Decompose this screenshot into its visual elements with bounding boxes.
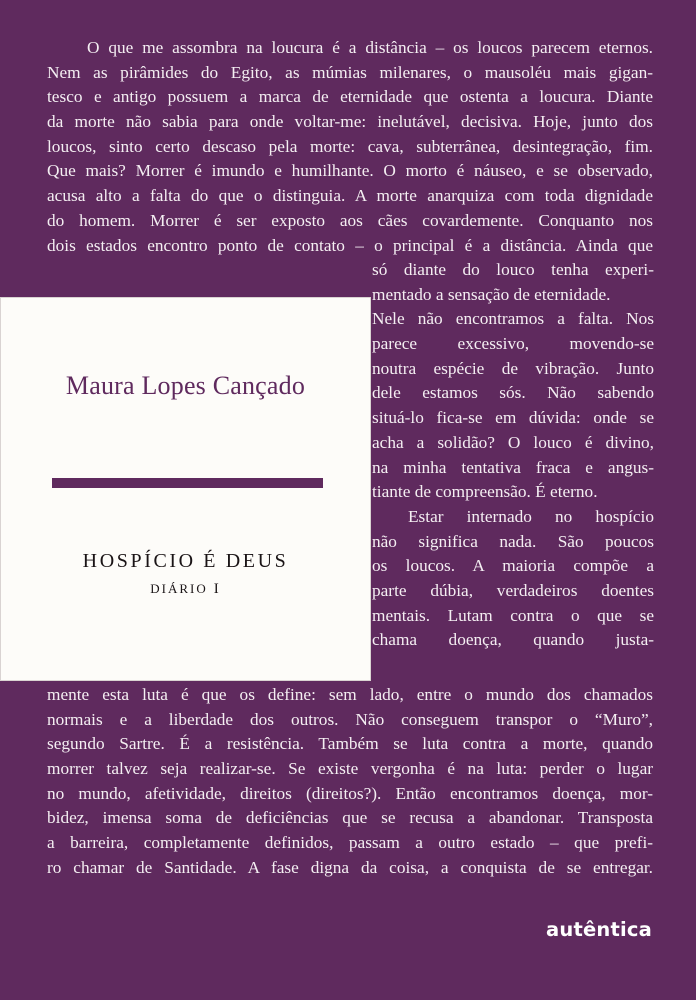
text-line: morrer talvez seja realizar-se. Se existe vergonha é na luta: perder o lugar (47, 759, 653, 779)
text-line: bidez, imensa soma de deficiências que se recusa a abandonar. Transposta (47, 808, 653, 828)
text-line: normais e a liberdade dos outros. Não conseguem transpor o “Muro”, (47, 709, 653, 729)
text-line: acha a solidão? O louco é divino, (372, 432, 654, 452)
author-name: Maura Lopes Cançado (65, 371, 306, 400)
text-line: parte dúbia, verdadeiros doentes (372, 580, 654, 600)
text-line: Estar internado no hospício (408, 506, 654, 526)
text-line: mentado a sensação de eternidade. (372, 284, 611, 304)
text-line: na minha tentativa fraca e angus- (372, 457, 654, 477)
text-line: mentais. Lutam contra o que se (372, 605, 654, 625)
text-line: Que mais? Morrer é imundo e humilhante. O morto é náuseo, e se observado, (47, 161, 653, 181)
text-top (47, 36, 653, 258)
text-line: da morte não sabia para onde voltar-me: inelutável, decisiva. Hoje, junto dos (47, 112, 653, 132)
text-line: mente esta luta é que os define: sem lado, entre o mundo dos chamados (47, 685, 653, 704)
text-line: ro chamar de Santidade. A fase digna da coisa, a conquista de se entregar. (47, 857, 653, 877)
text-line: dele estamos sós. Não sabendo (372, 383, 654, 403)
text-line: dois estados encontro ponto de contato – o principal é a distância. Ainda que (47, 235, 653, 255)
text-line: Nele não encontramos a falta. Nos (372, 309, 654, 329)
book-subtitle (1, 581, 370, 598)
text-line: os loucos. A maioria compõe a (372, 556, 654, 576)
title-box (0, 297, 371, 681)
text-line: chama doença, quando justa- (372, 630, 654, 650)
text-line: noutra espécie de vibração. Junto (372, 358, 654, 378)
subtitle-word: DIÁRIO (150, 581, 208, 596)
text-line: tiante de compreensão. É eterno. (372, 482, 598, 502)
text-line: loucos, sinto certo descaso pela morte: cava, subterrânea, desintegração, fim. (47, 136, 653, 156)
subtitle-volume: I (213, 581, 221, 597)
divider-rule (52, 478, 323, 488)
text-line: tesco e antigo possuem a marca de eternidade que ostenta a loucura. Diante (47, 87, 653, 107)
text-line: Nem as pirâmides do Egito, as múmias milenares, o mausoléu mais gigan- (47, 62, 653, 82)
text-line: do homem. Morrer é ser exposto aos cães covardemente. Conquanto nos (47, 210, 653, 230)
text-line: no mundo, afetividade, direitos (direitos?). Então encontramos doença, mor- (47, 783, 653, 803)
text-line: situá-lo fica-se em dúvida: onde se (372, 408, 654, 428)
text-line: a barreira, completamente definidos, passam a outro estado – que prefi- (47, 833, 653, 853)
publisher-logo: autêntica (546, 918, 652, 941)
text-bottom (47, 683, 653, 881)
text-line: segundo Sartre. É a resistência. Também se luta contra a morte, quando (47, 734, 653, 754)
text-line: só diante do louco tenha experi- (372, 260, 654, 279)
text-line: acusa alto a falta do que o distinguia. A morte anarquiza com toda dignidade (47, 186, 653, 206)
text-side-column (372, 258, 654, 653)
book-title: HOSPÍCIO É DEUS (82, 550, 289, 572)
text-line: não significa nada. São poucos (372, 531, 654, 551)
text-line: O que me assombra na loucura é a distância – os loucos parecem eternos. (87, 38, 653, 57)
text-line: parece excessivo, movendo-se (372, 334, 654, 354)
